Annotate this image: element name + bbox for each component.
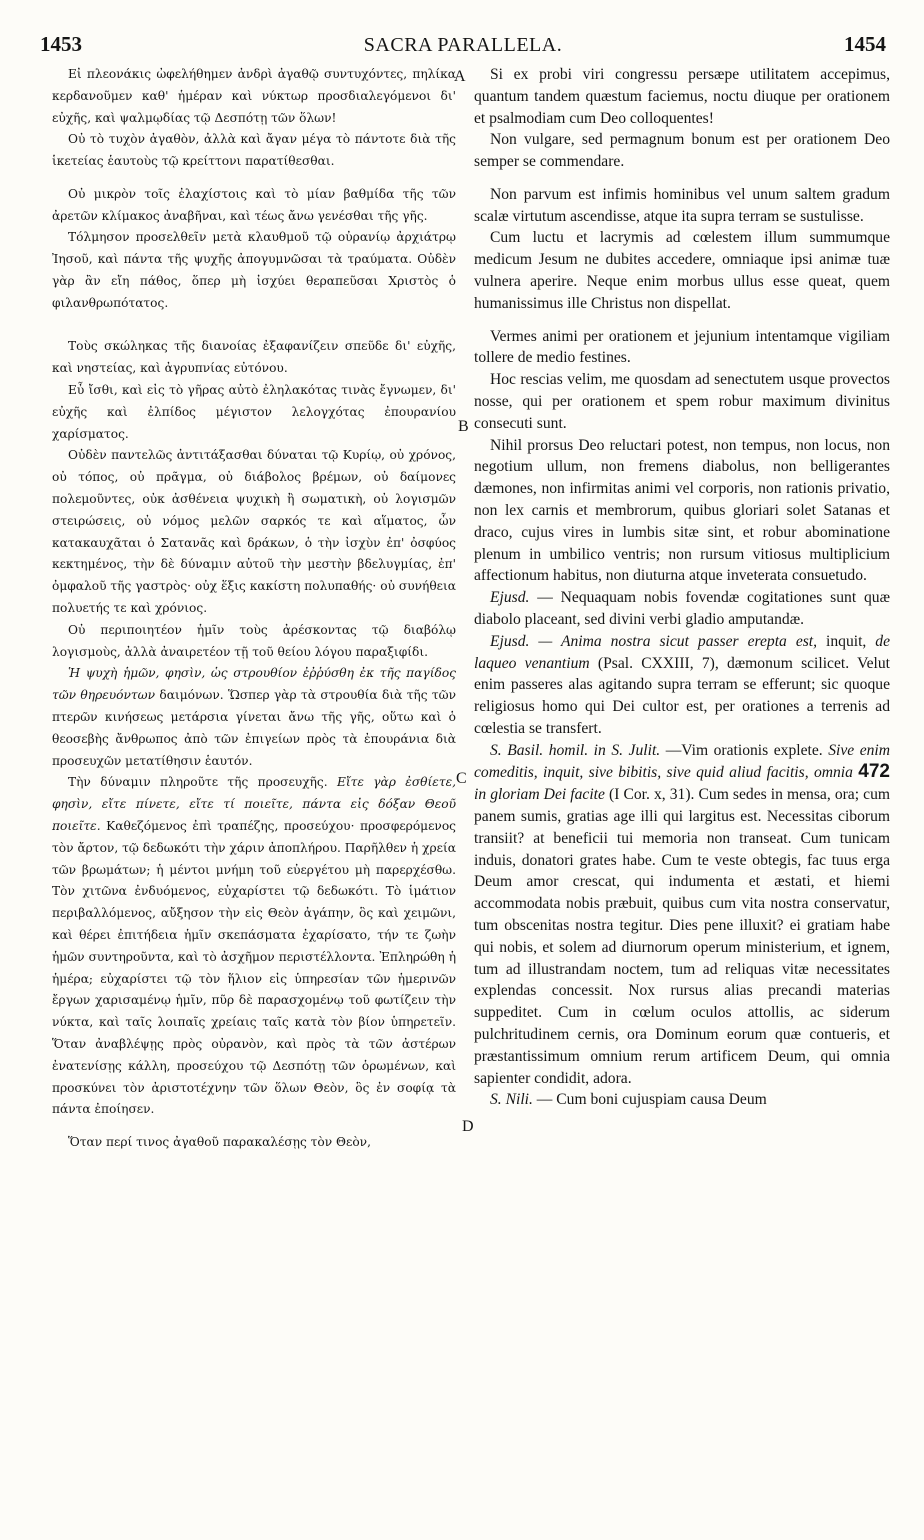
greek-paragraph: Οὐδὲν παντελῶς ἀντιτάξασθαι δύναται τῷ Κυρίῳ, οὐ χρόνος, οὐ τόπος, οὐ πρᾶγμα, οὐ διάβολος βρέμων, οὐ δαίμονες πολεμοῦντες, οὐκ ἀσθένεια ψυχικὴ ἢ σωματικὴ, οὐ λογισμῶν στειρώσεις, οὐ νόμος μελῶν σαρκός τε καὶ αἵματος, ὧν κατακαυχᾶται ὁ Σατανᾶς καὶ δράκων, ὁ τὴν ἰσχὺν ἐπ' ὀσφύος κεκτημένος, τὴν δὲ δύναμιν αὐτοῦ τὴν μεστὴν βδελυγμίας, ἐπ' ὀμφαλοῦ τῆς γαστρὸς· οὐχ ἕξις κακίστη πολυπαθής· οὐ συνήθεια πολυετής τε καὶ χρόνιος. (52, 448, 456, 616)
source-attribution: Ejusd. (490, 589, 530, 607)
greek-paragraph: Εὖ ἴσθι, καὶ εἰς τὸ γῆρας αὐτὸ ἐληλακότας τινὰς ἔγνωμεν, δι' εὐχῆς καὶ ἐλπίδος μέγιστον λελογχότας ἐπουρανίου χαρίσματος. (52, 383, 456, 441)
latin-paragraph: Non vulgare, sed permagnum bonum est per orationem Deo semper se commendare. (474, 131, 890, 171)
latin-scripture-quote: Anima nostra sicut passer erepta est, (560, 632, 818, 650)
greek-paragraph: Οὐ περιποιητέον ἡμῖν τοὺς ἀρέσκοντας τῷ διαβόλῳ λογισμοὺς, ἀλλὰ ἀναιρετέον τῇ τοῦ θείου λόγου παραξιφίδι. (52, 622, 456, 659)
margin-marker-d: D (462, 1118, 474, 1135)
greek-paragraph: Οὐ μικρὸν τοῖς ἐλαχίστοις καὶ τὸ μίαν βαθμίδα τῆς τῶν ἀρετῶν κλίμακος ἀναβῆναι, καὶ τέως ἄνω γενέσθαι τῆς γῆς. (52, 186, 456, 223)
source-attribution: S. Basil. homil. in S. Julit. (490, 741, 661, 759)
page-number-left: 1453 (40, 32, 82, 56)
greek-paragraph: Εἰ πλεονάκις ὠφελήθημεν ἀνδρὶ ἀγαθῷ συντυχόντες, πηλίκα κερδανοῦμεν καθ' ἡμέραν καὶ νύκτωρ προσδιαλεγόμενοι δι' εὐχῆς, καὶ ψαλμῳδίας τῷ Δεσπότῃ τῶν ὅλων! (52, 67, 456, 125)
latin-scripture-quote: in gloriam Dei facite (474, 786, 605, 804)
page-header (40, 28, 886, 62)
greek-text: Καθεζόμενος ἐπὶ τραπέζης, προσεύχου· προσφερόμενος τὸν ἄρτον, τῷ δεδωκότι τὴν χάριν ἀποπλήρου. Παρῆλθεν ἡ χρεία τῶν βρωμάτων; ἡ μέντοι μνήμη τοῦ εὐεργέτου μὴ παρερχέσθω. Τὸν χιτῶνα ἐνδυόμενος, εὐχαρίστει τῷ δεδωκότι. Τὸ ἱμάτιον περιβαλλόμενος, αὔξησον τὴν εἰς Θεὸν ἀγάπην, ὃς καὶ χειμῶνι, καὶ θέρει ἐπιτήδεια ἡμῖν σκεπάσματα ἐχαρίσατο, τήν τε ζωὴν ἡμῶν συντηροῦντα, καὶ τὸ ἀσχῆμον περιστέλλοντα. Ἐπληρώθη ἡ ἡμέρα; εὐχαρίστει τῷ τὸν ἥλιον εἰς ὑπηρεσίαν τῶν ἡμερινῶν ἔργων χαρισαμένῳ ἡμῖν, πῦρ δὲ παρασχομένῳ τοῦ φωτίζειν τὴν νύκτα, καὶ ταῖς λοιπαῖς χρείαις ταῖς κατὰ τὸν βίον ὑπηρετεῖν. Ὅταν ἀναβλέψῃς πρὸς οὐρανὸν, καὶ πρὸς τὰ τῶν ἀστέρων ἐνατενίσῃς κάλλη, προσεύχου τῷ Δεσπότῃ τῶν ὁρωμένων, καὶ προσκύνει τὸν ἀριστοτέχνην τῶν ὅλων Θεὸν, ὃς ἐν σοφίᾳ τὰ πάντα ἐποίησεν. (52, 818, 456, 1117)
latin-text: . Cum sedes in mensa, ora; cum panem sumis, gratias age illi qui largitus est. Necessitas ciborum transiit? at beneficii tui memoria non transeat. Cum tunicam induis, donatori grates habe. Cum te veste obtegis, fac tuus erga Deum amor crescat, qui indumenta et æstati, et hiemi accommodata nobis præbuit, quibus cum vita nostra conservatur, tum obscenitas nostra tegitur. Dies pene illuxit? ei gratiam habe qui nobis, et solem ad diurnorum operum ministerium, et ignem, tum ad illustrandam noctem, tum ad reliquas vitæ necessitates explendas concessit. Nox rursus alias precandi materias suppeditet. Cum in cœlum oculos attollis, ac siderum pulchritudinem cernis, ora Dominum eorum quæ contueris, et præstantissimum omnium rerum artificem Deum, qui omnia sapienter condidit, adora. (474, 786, 890, 1087)
latin-paragraph (474, 1089, 890, 1111)
latin-paragraph (474, 587, 890, 631)
latin-paragraph: Nihil prorsus Deo reluctari potest, non tempus, non locus, non negotium ullum, non fremens diabolus, non belligerantes dæmones, non infirmitas animi vel corporis, non rationis privatio, non lex carnis et membrorum, quibus gloriari solet Satanas et draco, cujus vires in lumbis sitæ sint, et robur abominatione plenum in umbilico ventris; non rursum vitiosus multiplicium affectionum habitus, non diuturna atque inveterata consuetudo. (474, 436, 890, 585)
source-attribution: Ejusd. — (490, 632, 561, 650)
latin-paragraph (474, 631, 890, 740)
scripture-reference: (I Cor. x, 31) (604, 786, 691, 804)
greek-paragraph: Τόλμησον προσελθεῖν μετὰ κλαυθμοῦ τῷ οὐρανίῳ ἀρχιάτρῳ Ἰησοῦ, καὶ πάντα τῆς ψυχῆς ἀπογυμνῶσαι τὰ τραύματα. Οὐδὲν γὰρ ἂν εἴη πάθος, ὅπερ μὴ ἰσχύει θεραπεῦσαι Χριστὸς ὁ φιλανθρωπότατος. (52, 230, 456, 310)
latin-text: , dæmonum scilicet. Velut enim passeres alas agitando supra terram se efferunt; sic quoque religiosus homo qui Dei cultor est, per orationes a terrenis ad cœlestia se transfert. (474, 654, 891, 737)
greek-paragraph: Οὐ τὸ τυχὸν ἀγαθὸν, ἀλλὰ καὶ ἄγαν μέγα τὸ πάντοτε διὰ τῆς ἱκετείας ἑαυτοὺς τῷ κρείττονι παρατίθεσθαι. (52, 132, 456, 169)
greek-column (52, 64, 456, 1154)
latin-paragraph: Hoc rescias velim, me quosdam ad senectutem usque provectos nosse, qui per orationem et spem robur maximum divinitus consecuti sunt. (474, 371, 890, 432)
greek-text: δαιμόνων. Ὥσπερ γὰρ τὰ στρουθία διὰ τῆς τῶν πτερῶν κινήσεως μετάρσια γίνεται ἄνω τῆς γῆς, οὕτω καὶ ὁ θεοσεβὴς ἄνθρωπος ἀπὸ τῶν ἐπιγείων πρὸς τὰ ἐπουράνια διὰ προσευχῶν μετατίθησιν ἑαυτόν. (52, 688, 456, 768)
greek-paragraph (52, 772, 456, 1121)
latin-scripture-quote: de laqueo venantium (474, 632, 890, 672)
greek-scripture-quote: Εἴτε γὰρ ἐσθίετε, φησὶν, εἴτε πίνετε, εἴτε τί ποιεῖτε, πάντα εἰς δόξαν Θεοῦ ποιεῖτε. (52, 775, 456, 833)
running-title: SACRA PARALLELA. (363, 34, 563, 56)
greek-text: Τὴν δύναμιν πληροῦτε τῆς προσευχῆς. (68, 775, 337, 790)
column-number: 472 (858, 761, 890, 783)
margin-marker-a: A (454, 68, 466, 85)
latin-paragraph: Non parvum est infimis hominibus vel unum saltem gradum scalæ virtutum ascendisse, atque ita supra terram se sustulisse. (474, 185, 890, 225)
latin-column (474, 64, 890, 1111)
latin-text: — Nequaquam nobis fovendæ cogitationes sunt quæ diabolo placeant, sed divini verbi gladio amputandæ. (474, 589, 890, 628)
latin-text: — Cum boni cujuspiam causa Deum (532, 1091, 767, 1109)
scripture-reference: (Psal. CXXIII, 7) (589, 654, 715, 672)
latin-text: —Vim orationis explete. (660, 741, 829, 759)
latin-scripture-quote: Sive enim comeditis, inquit, sive bibitis, sive quid aliud facitis, omnia (474, 741, 891, 782)
latin-paragraph (474, 740, 890, 1090)
margin-marker-b: B (458, 418, 469, 435)
greek-paragraph: Ὅταν περί τινος ἀγαθοῦ παρακαλέσῃς τὸν Θεὸν, (68, 1135, 371, 1150)
page-number-right: 1454 (844, 32, 886, 56)
latin-text: inquit, (817, 632, 876, 650)
greek-paragraph (52, 663, 456, 772)
latin-paragraph: Si ex probi viri congressu persæpe utilitatem accepimus, quantum tandem quæstum faciemus, noctu diuque per orationem et psalmodiam cum Deo colloquentes! (474, 66, 890, 127)
latin-paragraph: Vermes animi per orationem et jejunium intentamque vigiliam tollere de medio festines. (474, 327, 890, 367)
margin-marker-c: C (456, 770, 467, 787)
latin-paragraph: Cum luctu et lacrymis ad cœlestem illum summumque medicum Jesum ne dubites accedere, omniaque ipsi animæ tuæ vulnera aperire. Neque enim morbus ullus esse queat, quem humanissimus ille Christus non dispellat. (474, 229, 890, 312)
source-attribution: S. Nili. (490, 1091, 533, 1109)
greek-paragraph: Τοὺς σκώληκας τῆς διανοίας ἐξαφανίζειν σπεῦδε δι' εὐχῆς, καὶ νηστείας, καὶ ἀγρυπνίας εὐτόνου. (52, 339, 456, 376)
greek-scripture-quote: Ἡ ψυχὴ ἡμῶν, φησὶν, ὡς στρουθίον ἐῤῥύσθη ἐκ τῆς παγίδος τῶν θηρευόντων (52, 666, 456, 703)
